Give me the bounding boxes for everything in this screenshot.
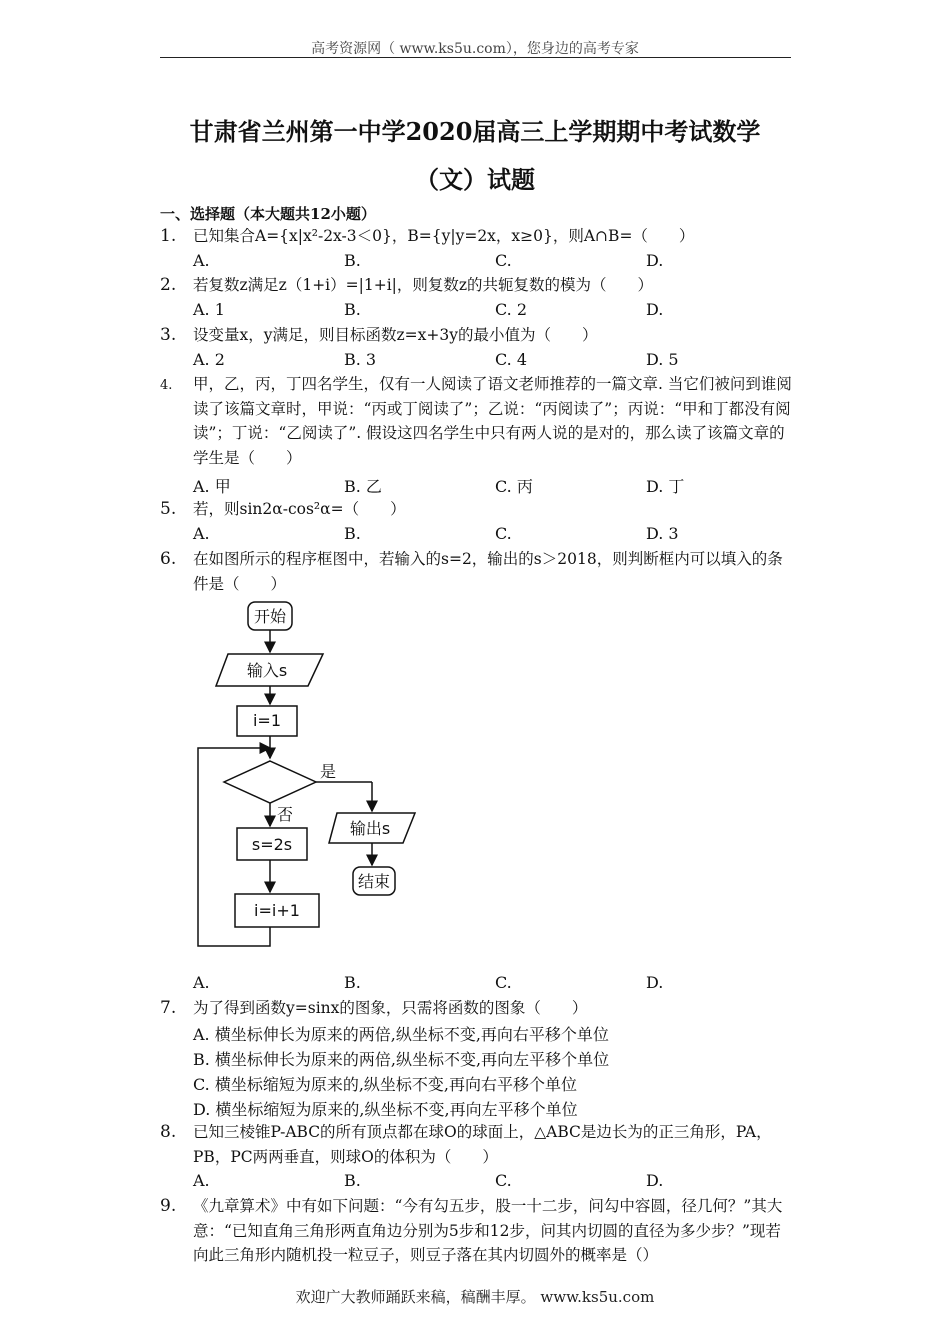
q3-option-a: A. 2 <box>193 350 225 369</box>
q1-option-b: B. <box>344 251 361 270</box>
q5-option-a: A. <box>193 524 210 543</box>
q7-option-c: C. 横坐标缩短为原来的,纵坐标不变,再向右平移个单位 <box>193 1075 578 1094</box>
fc-start-label: 开始 <box>253 607 287 626</box>
q7-option-d: D. 横坐标缩短为原来的,纵坐标不变,再向左平移个单位 <box>193 1100 578 1119</box>
q1-number: 1. <box>160 226 177 246</box>
q3-option-c: C. 4 <box>495 350 528 369</box>
q4-option-c: C. 丙 <box>495 477 533 496</box>
fc-input-label: 输入s <box>246 661 288 680</box>
q2-option-b: B. <box>344 300 361 319</box>
q6-option-c: C. <box>495 973 512 992</box>
fc-no-label: 否 <box>277 805 294 824</box>
q5-number: 5. <box>160 499 177 519</box>
q1-text: 已知集合A={x|x²-2x-3＜0}，B={y|y=2x，x≥0}，则A∩B=（ ） <box>193 227 695 245</box>
q7-number: 7. <box>160 998 177 1018</box>
q4-option-d: D. 丁 <box>646 477 685 496</box>
q6-option-b: B. <box>344 973 361 992</box>
q7-option-b: B. 横坐标伸长为原来的两倍,纵坐标不变,再向左平移个单位 <box>193 1050 610 1069</box>
q5-text: 若，则sin2α-cos²α=（ ） <box>193 500 406 518</box>
q5-option-b: B. <box>344 524 361 543</box>
q3-option-b: B. 3 <box>344 350 377 369</box>
q8-number: 8. <box>160 1122 177 1142</box>
q7-text: 为了得到函数y=sinx的图象，只需将函数的图象（ ） <box>193 999 588 1017</box>
q6-text: 在如图所示的程序框图中，若输入的s=2，输出的s＞2018，则判断框内可以填入的条件是（ ） <box>193 550 783 593</box>
q8-text: 已知三棱锥P-ABC的所有顶点都在球O的球面上，△ABC是边长为的正三角形，PA，PB，PC两两垂直，则球O的体积为（ ） <box>193 1123 772 1166</box>
q4-option-a: A. 甲 <box>193 477 231 496</box>
header-divider <box>160 57 791 58</box>
q4-option-b: B. 乙 <box>344 477 382 496</box>
q1-option-a: A. <box>193 251 210 270</box>
q8-option-d: D. <box>646 1171 664 1190</box>
q4-text: 甲，乙，丙，丁四名学生，仅有一人阅读了语文老师推荐的一篇文章. 当它们被问到谁阅读了该篇文章时，甲说：“丙或丁阅读了”；乙说：“丙阅读了”；丙说：“甲和丁都没有阅读”；丁说：“乙阅读了”. 假设这四名学生中只有两人说的是对的，那么读了该篇文章的学生是（ ） <box>193 375 792 467</box>
q7-option-a: A. 横坐标伸长为原来的两倍,纵坐标不变,再向右平移个单位 <box>193 1025 609 1044</box>
q9-text: 《九章算术》中有如下问题：“今有勾五步，股一十二步，问勾中容圆，径几何？”其大意：“已知直角三角形两直角边分别为5步和12步，问其内切圆的直径为多少步？”现若向此三角形内随机投一粒豆子，则豆子落在其内切圆外的概率是（） <box>193 1197 783 1264</box>
q3-number: 3. <box>160 325 177 345</box>
page-footer: 欢迎广大教师踊跃来稿，稿酬丰厚。 www.ks5u.com <box>295 1288 655 1306</box>
fc-output-label: 输出s <box>349 819 391 838</box>
q6-option-d: D. <box>646 973 664 992</box>
q8-option-b: B. <box>344 1171 361 1190</box>
q4-number: 4. <box>160 378 173 393</box>
fc-yes-label: 是 <box>320 762 337 781</box>
q3-option-d: D. 5 <box>646 350 679 369</box>
fc-decision <box>224 761 316 803</box>
q1-option-d: D. <box>646 251 664 270</box>
q2-option-a: A. 1 <box>193 300 225 319</box>
fc-incr-label: i=i+1 <box>254 901 300 920</box>
doc-title: 甘肃省兰州第一中学2020届高三上学期期中考试数学 <box>189 117 761 146</box>
doc-subtitle: （文）试题 <box>415 165 535 194</box>
q5-option-d: D. 3 <box>646 524 679 543</box>
q2-number: 2. <box>160 275 177 295</box>
q1-option-c: C. <box>495 251 512 270</box>
q9-number: 9. <box>160 1196 177 1216</box>
q2-option-c: C. 2 <box>495 300 528 319</box>
fc-double-label: s=2s <box>251 835 293 854</box>
q3-text: 设变量x，y满足，则目标函数z=x+3y的最小值为（ ） <box>193 326 598 344</box>
flowchart <box>195 598 425 953</box>
fc-init-label: i=1 <box>252 711 282 730</box>
q8-option-c: C. <box>495 1171 512 1190</box>
q8-option-a: A. <box>193 1171 210 1190</box>
section-heading: 一、选择题（本大题共12小题） <box>160 205 376 223</box>
fc-end-label: 结束 <box>357 872 391 891</box>
q2-text: 若复数z满足z（1+i）=|1+i|，则复数z的共轭复数的模为（ ） <box>193 276 654 294</box>
q5-option-c: C. <box>495 524 512 543</box>
q6-option-a: A. <box>193 973 210 992</box>
q6-number: 6. <box>160 549 177 569</box>
q2-option-d: D. <box>646 300 664 319</box>
page-header: 高考资源网（ www.ks5u.com），您身边的高考专家 <box>311 41 639 57</box>
